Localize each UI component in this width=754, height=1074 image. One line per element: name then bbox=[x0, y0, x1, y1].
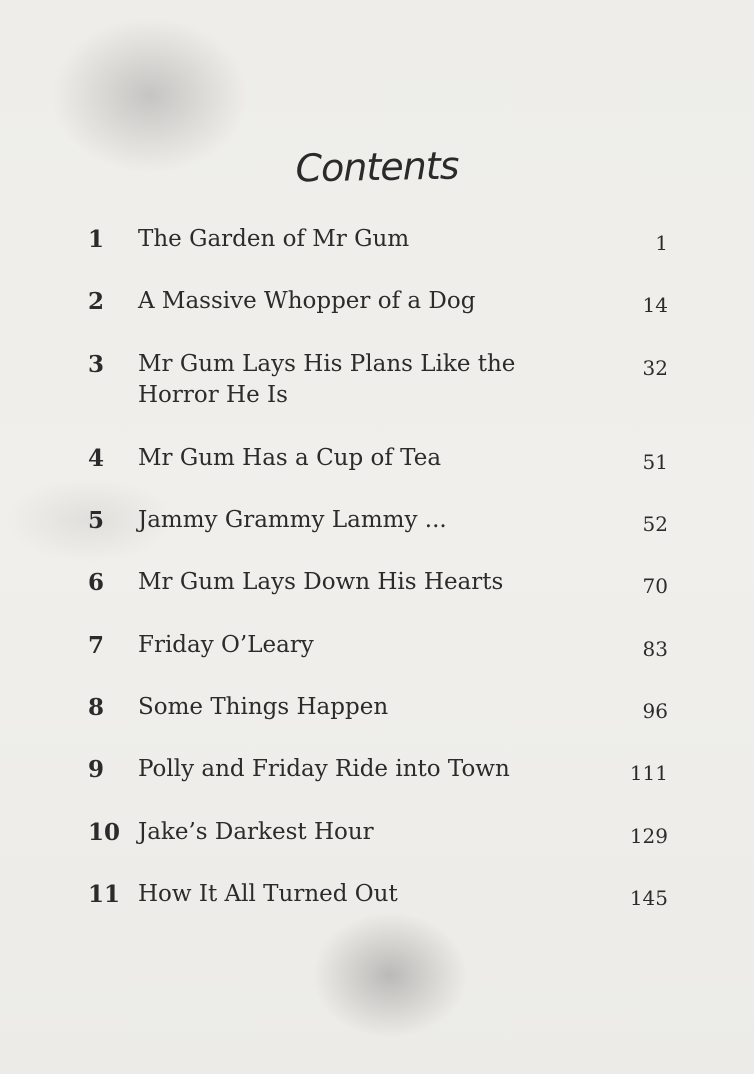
chapter-title: Friday O’Leary bbox=[138, 632, 314, 658]
page-number: 145 bbox=[629, 886, 668, 910]
chapter-number: 10 bbox=[88, 819, 121, 846]
page-number: 70 bbox=[642, 574, 668, 598]
chapter-title: How It All Turned Out bbox=[138, 881, 398, 907]
chapter-title: Mr Gum Lays His Plans Like the Horror He Is bbox=[138, 351, 516, 408]
chapter-number: 7 bbox=[88, 632, 105, 659]
chapter-title: Jammy Grammy Lammy ... bbox=[138, 507, 447, 533]
contents-heading: Contents bbox=[295, 143, 459, 191]
chapter-number: 6 bbox=[88, 569, 105, 596]
chapter-number: 8 bbox=[88, 694, 105, 721]
page-number: 129 bbox=[629, 824, 668, 848]
page-number: 32 bbox=[642, 356, 668, 380]
page-number: 96 bbox=[642, 699, 668, 723]
chapter-number: 1 bbox=[88, 226, 105, 253]
chapter-title: A Massive Whopper of a Dog bbox=[138, 288, 476, 314]
chapter-number: 4 bbox=[88, 445, 105, 472]
page-number: 111 bbox=[629, 761, 668, 785]
chapter-number: 5 bbox=[88, 507, 105, 534]
chapter-title: The Garden of Mr Gum bbox=[138, 226, 410, 252]
chapter-number: 9 bbox=[88, 756, 105, 783]
page-number: 52 bbox=[642, 512, 668, 536]
chapter-number: 3 bbox=[88, 351, 105, 378]
page-number: 14 bbox=[642, 293, 668, 317]
chapter-title: Polly and Friday Ride into Town bbox=[138, 756, 510, 782]
page-number: 1 bbox=[655, 231, 668, 255]
chapter-title: Jake’s Darkest Hour bbox=[138, 819, 374, 845]
chapter-number: 2 bbox=[88, 288, 105, 315]
chapter-title: Mr Gum Has a Cup of Tea bbox=[138, 445, 442, 471]
chapter-number: 11 bbox=[88, 881, 121, 908]
chapter-title: Mr Gum Lays Down His Hearts bbox=[138, 569, 504, 595]
page-number: 51 bbox=[642, 450, 668, 474]
page-number: 83 bbox=[642, 637, 668, 661]
chapter-title: Some Things Happen bbox=[138, 694, 389, 720]
